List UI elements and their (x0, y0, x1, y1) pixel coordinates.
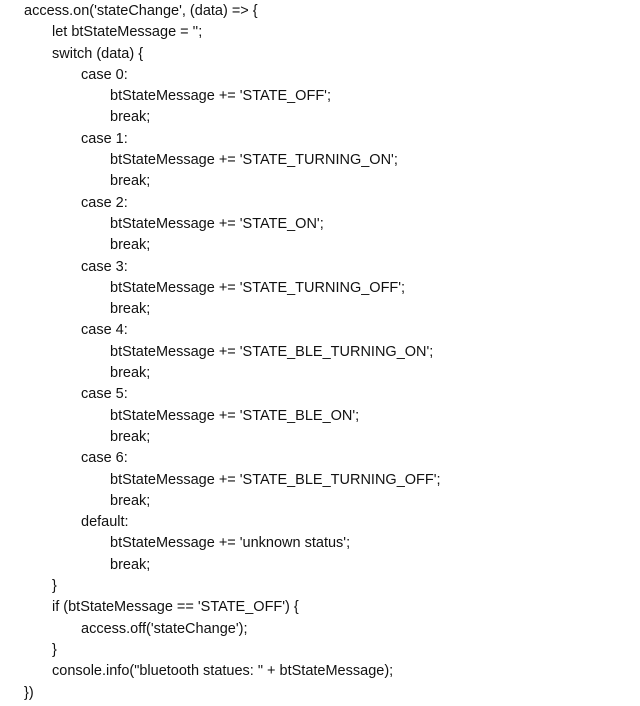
code-line: case 0: (81, 66, 128, 83)
code-line: break; (110, 556, 151, 573)
code-line: case 1: (81, 130, 128, 147)
code-line: switch (data) { (52, 45, 144, 62)
code-line: btStateMessage += 'STATE_TURNING_ON'; (110, 152, 398, 169)
code-line: case 2: (81, 194, 128, 211)
code-line: break; (110, 173, 151, 190)
code-line: btStateMessage += 'STATE_ON'; (110, 215, 324, 232)
code-line: btStateMessage += 'STATE_TURNING_OFF'; (110, 279, 406, 296)
code-line: break; (110, 109, 151, 126)
code-line: break; (110, 301, 151, 318)
code-line: break; (110, 237, 151, 254)
code-line: btStateMessage += 'STATE_BLE_TURNING_ON'; (110, 343, 434, 360)
code-line: break; (110, 428, 151, 445)
code-line: }) (24, 684, 34, 701)
code-line: console.info("bluetooth statues: " + btStateMessage); (52, 663, 394, 680)
code-line: } (52, 578, 57, 595)
code-line: btStateMessage += 'unknown status'; (110, 535, 351, 552)
code-line: case 5: (81, 386, 128, 403)
code-line: break; (110, 492, 151, 509)
code-line: let btStateMessage = ''; (52, 24, 203, 41)
code-line: btStateMessage += 'STATE_BLE_ON'; (110, 407, 360, 424)
code-line: case 6: (81, 450, 128, 467)
code-line: access.off('stateChange'); (81, 620, 248, 637)
code-line: case 4: (81, 322, 128, 339)
code-line: if (btStateMessage == 'STATE_OFF') { (52, 599, 299, 616)
code-line: case 3: (81, 258, 128, 275)
code-line: break; (110, 365, 151, 382)
code-line: } (52, 641, 57, 658)
code-line: default: (81, 514, 129, 531)
code-line: access.on('stateChange', (data) => { (24, 3, 258, 19)
code-line: btStateMessage += 'STATE_BLE_TURNING_OFF'; (110, 471, 441, 488)
code-line: btStateMessage += 'STATE_OFF'; (110, 88, 331, 105)
